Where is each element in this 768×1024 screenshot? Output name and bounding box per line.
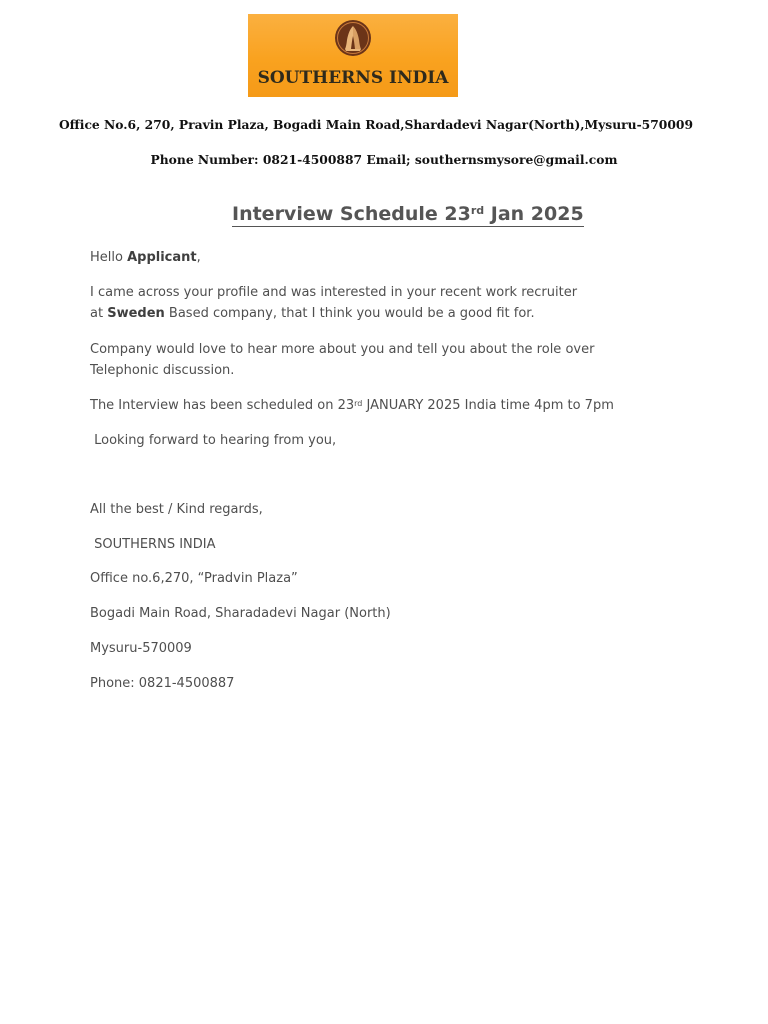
paragraph-3 [90, 395, 614, 417]
greeting [90, 247, 201, 269]
paragraph-2-line-2: Telephonic discussion. [90, 363, 235, 378]
page-title [232, 202, 584, 227]
p1-line2-post: Based company, that I think you would be a good fit for. [164, 306, 535, 321]
signature-phone: Phone: 0821-4500887 [90, 676, 235, 691]
title-prefix: Interview Schedule 23 [232, 203, 471, 225]
logo-text: SOUTHERNS INDIA [257, 68, 449, 88]
signature-city: Mysuru-570009 [90, 641, 192, 656]
header-contact: Phone Number: 0821-4500887 Email; southernsmysore@gmail.com [150, 152, 618, 167]
title-suffix: Jan 2025 [484, 203, 584, 225]
greeting-pre: Hello [90, 250, 128, 265]
company-logo [248, 14, 458, 97]
title-superscript: rd [470, 204, 485, 217]
signature-road: Bogadi Main Road, Sharadadevi Nagar (North) [90, 606, 391, 621]
signature-office: Office no.6,270, “Pradvin Plaza” [90, 571, 298, 586]
paragraph-1-line-2 [90, 303, 535, 325]
greeting-name: Applicant [127, 250, 197, 265]
greeting-post: , [196, 250, 201, 265]
header-address: Office No.6, 270, Pravin Plaza, Bogadi Main Road,Shardadevi Nagar(North),Mysuru-570009 [58, 117, 694, 132]
p1-country: Sweden [107, 306, 165, 321]
p1-line2-pre: at [90, 306, 108, 321]
signature-closing: All the best / Kind regards, [90, 502, 263, 517]
p3-superscript: rd [354, 399, 363, 408]
signature-company: SOUTHERNS INDIA [90, 537, 216, 552]
p3-post: JANUARY 2025 India time 4pm to 7pm [362, 398, 614, 413]
paragraph-1-line-1: I came across your profile and was interested in your recent work recruiter [90, 285, 578, 300]
namaste-hands-icon [333, 18, 373, 58]
paragraph-4: Looking forward to hearing from you, [90, 433, 337, 448]
p3-pre: The Interview has been scheduled on 23 [90, 398, 355, 413]
paragraph-2-line-1: Company would love to hear more about you and tell you about the role over [90, 342, 595, 357]
